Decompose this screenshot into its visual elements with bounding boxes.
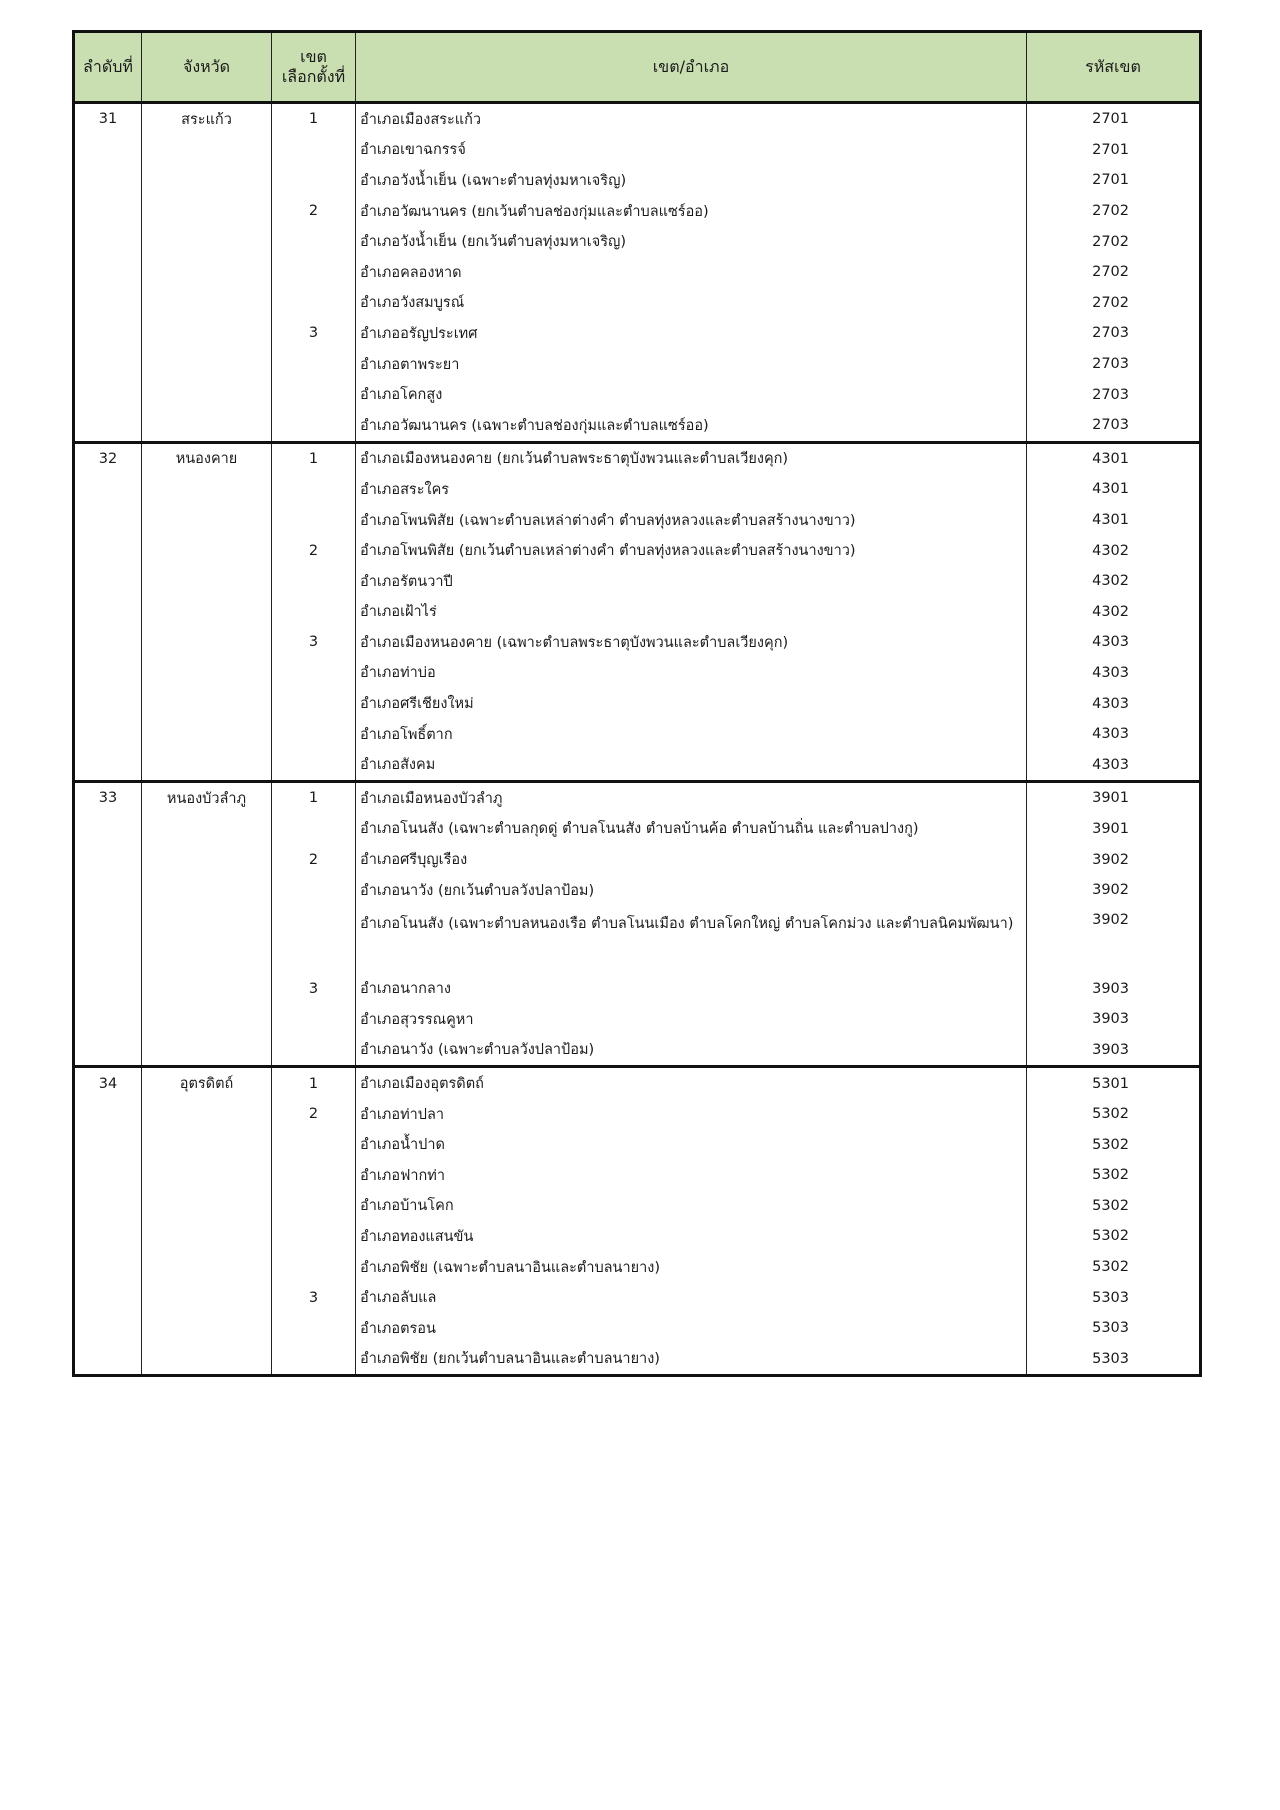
code-cell: 2701 [1027,165,1201,196]
table-row [74,1282,1201,1313]
constituency-cell: 2 [272,1099,356,1130]
code-cell: 3902 [1027,905,1201,973]
district-cell: อำเภอนากลาง [356,973,1027,1004]
order-cell [74,973,142,1004]
table-row [74,1067,1201,1099]
order-cell [74,1252,142,1283]
order-cell [74,165,142,196]
code-cell: 5302 [1027,1252,1201,1283]
table-row [74,196,1201,227]
code-cell: 4303 [1027,658,1201,689]
district-cell: อำเภอตาพระยา [356,349,1027,380]
code-cell: 2702 [1027,196,1201,227]
order-cell [74,410,142,442]
table-row [74,257,1201,288]
district-cell: อำเภอวัฒนานคร (ยกเว้นตำบลช่องกุ่มและตำบลแซร์ออ) [356,196,1027,227]
order-cell [74,196,142,227]
province-cell [142,257,272,288]
province-cell [142,318,272,349]
code-cell: 3901 [1027,814,1201,845]
order-cell [74,349,142,380]
order-cell [74,505,142,536]
district-cell: อำเภอเมืองหนองคาย (ยกเว้นตำบลพระธาตุบังพวนและตำบลเวียงคุก) [356,442,1027,474]
province-cell: อุตรดิตถ์ [142,1067,272,1099]
constituency-cell: 3 [272,627,356,658]
constituency-cell [272,566,356,597]
table-row [74,288,1201,319]
code-cell: 4303 [1027,688,1201,719]
header-code: รหัสเขต [1027,32,1201,103]
order-cell: 33 [74,782,142,814]
province-cell [142,905,272,973]
order-cell [74,1282,142,1313]
code-cell: 2703 [1027,410,1201,442]
district-cell: อำเภอเมืองสระแก้ว [356,103,1027,135]
constituency-cell [272,474,356,505]
table-row [74,814,1201,845]
province-cell [142,627,272,658]
table-row [74,905,1201,973]
province-cell [142,814,272,845]
province-cell [142,379,272,410]
district-cell: อำเภอพิชัย (ยกเว้นตำบลนาอินและตำบลนายาง) [356,1344,1027,1376]
table-row [74,226,1201,257]
province-cell [142,688,272,719]
table-row [74,1160,1201,1191]
table-row [74,135,1201,166]
province-cell [142,226,272,257]
province-cell [142,505,272,536]
province-cell [142,658,272,689]
code-cell: 5303 [1027,1344,1201,1376]
constituency-cell [272,875,356,906]
constituency-cell [272,226,356,257]
district-cell: อำเภอโคกสูง [356,379,1027,410]
district-cell: อำเภออรัญประเทศ [356,318,1027,349]
district-cell: อำเภอเขาฉกรรจ์ [356,135,1027,166]
table-row [74,379,1201,410]
province-cell [142,875,272,906]
constituency-cell [272,905,356,973]
district-cell: อำเภอฟากท่า [356,1160,1027,1191]
constituency-cell [272,597,356,628]
table-row [74,505,1201,536]
province-cell [142,1004,272,1035]
order-cell [74,379,142,410]
header-order: ลำดับที่ [74,32,142,103]
code-cell: 2701 [1027,135,1201,166]
constituency-cell [272,135,356,166]
district-cell: อำเภอเฝ้าไร่ [356,597,1027,628]
order-cell [74,905,142,973]
district-cell: อำเภอพิชัย (เฉพาะตำบลนาอินและตำบลนายาง) [356,1252,1027,1283]
header-constituency: เขต เลือกตั้งที่ [272,32,356,103]
code-cell: 5302 [1027,1160,1201,1191]
district-cell: อำเภอโนนสัง (เฉพาะตำบลหนองเรือ ตำบลโนนเมือง ตำบลโคกใหญ่ ตำบลโคกม่วง และตำบลนิคมพัฒนา) [356,905,1027,973]
province-cell [142,1160,272,1191]
district-cell: อำเภอวังน้ำเย็น (ยกเว้นตำบลทุ่งมหาเจริญ) [356,226,1027,257]
constituency-cell [272,1344,356,1376]
constituency-cell [272,1252,356,1283]
district-cell: อำเภอเมืองอุตรดิตถ์ [356,1067,1027,1099]
district-cell: อำเภอสระใคร [356,474,1027,505]
constituency-cell [272,749,356,781]
constituency-cell [272,658,356,689]
constituency-cell [272,505,356,536]
order-cell [74,1099,142,1130]
province-cell [142,1129,272,1160]
table-row [74,719,1201,750]
constituency-cell [272,1035,356,1067]
district-cell: อำเภอวัฒนานคร (เฉพาะตำบลช่องกุ่มและตำบลแซร์ออ) [356,410,1027,442]
code-cell: 3901 [1027,782,1201,814]
table-row [74,1221,1201,1252]
constituency-cell [272,719,356,750]
header-row [74,32,1201,103]
constituency-cell [272,1313,356,1344]
code-cell: 2703 [1027,379,1201,410]
code-cell: 2702 [1027,226,1201,257]
province-cell [142,410,272,442]
table-row [74,535,1201,566]
order-cell [74,1160,142,1191]
code-cell: 5302 [1027,1129,1201,1160]
code-cell: 4301 [1027,442,1201,474]
code-cell: 4303 [1027,627,1201,658]
district-cell: อำเภอคลองหาด [356,257,1027,288]
province-cell: หนองบัวลำภู [142,782,272,814]
constituency-cell [272,814,356,845]
province-cell [142,597,272,628]
table-row [74,1099,1201,1130]
province-cell [142,165,272,196]
constituency-cell [272,1004,356,1035]
province-cell [142,135,272,166]
province-cell [142,535,272,566]
district-cell: อำเภอศรีเชียงใหม่ [356,688,1027,719]
province-cell [142,973,272,1004]
code-cell: 5302 [1027,1099,1201,1130]
constituency-cell [272,688,356,719]
code-cell: 3902 [1027,875,1201,906]
constituency-cell [272,379,356,410]
province-cell [142,844,272,875]
code-cell: 5303 [1027,1282,1201,1313]
header-province: จังหวัด [142,32,272,103]
province-cell [142,1221,272,1252]
code-cell: 4301 [1027,474,1201,505]
code-cell: 3903 [1027,1035,1201,1067]
constituency-cell [272,349,356,380]
district-cell: อำเภอศรีบุญเรือง [356,844,1027,875]
constituency-cell [272,257,356,288]
code-cell: 3902 [1027,844,1201,875]
district-cell: อำเภอโพธิ์ตาก [356,719,1027,750]
order-cell [74,688,142,719]
order-cell [74,1313,142,1344]
code-cell: 5303 [1027,1313,1201,1344]
table-row [74,782,1201,814]
district-cell: อำเภอทองแสนขัน [356,1221,1027,1252]
district-cell: อำเภอเมืองหนองคาย (เฉพาะตำบลพระธาตุบังพวนและตำบลเวียงคุก) [356,627,1027,658]
constituency-cell [272,1191,356,1222]
province-cell [142,474,272,505]
table-row [74,875,1201,906]
table-row [74,844,1201,875]
district-cell: อำเภอโนนสัง (เฉพาะตำบลกุดดู่ ตำบลโนนสัง ตำบลบ้านค้อ ตำบลบ้านถิ่น และตำบลปางกู) [356,814,1027,845]
table-row [74,627,1201,658]
code-cell: 3903 [1027,1004,1201,1035]
order-cell [74,226,142,257]
constituency-cell [272,1129,356,1160]
province-cell [142,1191,272,1222]
constituency-cell [272,1160,356,1191]
order-cell [74,566,142,597]
district-cell: อำเภอท่าบ่อ [356,658,1027,689]
code-cell: 2703 [1027,318,1201,349]
constituency-cell: 2 [272,844,356,875]
constituency-cell [272,410,356,442]
constituency-cell: 1 [272,1067,356,1099]
constituency-cell: 1 [272,782,356,814]
order-cell [74,1344,142,1376]
table-row [74,1004,1201,1035]
order-cell [74,844,142,875]
province-cell [142,1282,272,1313]
header-district: เขต/อำเภอ [356,32,1027,103]
table-header [74,32,1201,103]
table-row [74,1344,1201,1376]
order-cell [74,474,142,505]
table-row [74,1035,1201,1067]
constituency-cell [272,165,356,196]
code-cell: 5302 [1027,1221,1201,1252]
order-cell [74,814,142,845]
constituency-cell: 2 [272,535,356,566]
constituency-cell [272,288,356,319]
constituency-cell: 3 [272,1282,356,1313]
constituency-cell: 1 [272,442,356,474]
district-cell: อำเภอลับแล [356,1282,1027,1313]
code-cell: 2703 [1027,349,1201,380]
province-cell [142,1099,272,1130]
district-cell: อำเภอรัตนวาปี [356,566,1027,597]
district-cell: อำเภอสุวรรณคูหา [356,1004,1027,1035]
table-row [74,1252,1201,1283]
table-row [74,1191,1201,1222]
order-cell [74,1035,142,1067]
order-cell [74,1221,142,1252]
province-cell [142,749,272,781]
order-cell [74,719,142,750]
table-row [74,349,1201,380]
table-row [74,566,1201,597]
district-cell: อำเภอโพนพิสัย (เฉพาะตำบลเหล่าต่างคำ ตำบลทุ่งหลวงและตำบลสร้างนางขาว) [356,505,1027,536]
constituency-cell [272,1221,356,1252]
table-row [74,1313,1201,1344]
province-cell [142,1313,272,1344]
order-cell [74,135,142,166]
order-cell [74,318,142,349]
province-cell [142,1344,272,1376]
province-cell: สระแก้ว [142,103,272,135]
order-cell [74,1191,142,1222]
code-cell: 2702 [1027,257,1201,288]
order-cell [74,1004,142,1035]
table-row [74,474,1201,505]
province-cell [142,719,272,750]
table-row [74,103,1201,135]
province-cell [142,288,272,319]
order-cell: 32 [74,442,142,474]
order-cell [74,627,142,658]
table-row [74,1129,1201,1160]
constituency-cell: 2 [272,196,356,227]
province-cell: หนองคาย [142,442,272,474]
order-cell [74,1129,142,1160]
table-row [74,973,1201,1004]
code-cell: 5301 [1027,1067,1201,1099]
district-cell: อำเภอวังน้ำเย็น (เฉพาะตำบลทุ่งมหาเจริญ) [356,165,1027,196]
table-row [74,749,1201,781]
district-cell: อำเภอนาวัง (ยกเว้นตำบลวังปลาป้อม) [356,875,1027,906]
code-cell: 4303 [1027,719,1201,750]
code-cell: 4303 [1027,749,1201,781]
code-cell: 4302 [1027,566,1201,597]
constituency-cell: 3 [272,973,356,1004]
constituency-cell: 1 [272,103,356,135]
code-cell: 4301 [1027,505,1201,536]
table-row [74,658,1201,689]
province-cell [142,566,272,597]
table-row [74,318,1201,349]
code-cell: 3903 [1027,973,1201,1004]
table-row [74,688,1201,719]
order-cell [74,257,142,288]
order-cell: 31 [74,103,142,135]
table-row [74,597,1201,628]
order-cell [74,597,142,628]
table-row [74,442,1201,474]
district-table [72,30,1202,1377]
district-cell: อำเภอเมือหนองบัวลำภู [356,782,1027,814]
district-cell: อำเภอบ้านโคก [356,1191,1027,1222]
district-cell: อำเภอสังคม [356,749,1027,781]
code-cell: 2702 [1027,288,1201,319]
province-cell [142,1035,272,1067]
district-cell: อำเภอโพนพิสัย (ยกเว้นตำบลเหล่าต่างคำ ตำบลทุ่งหลวงและตำบลสร้างนางขาว) [356,535,1027,566]
table-body [74,103,1201,1376]
district-cell: อำเภอวังสมบูรณ์ [356,288,1027,319]
order-cell [74,658,142,689]
district-cell: อำเภอท่าปลา [356,1099,1027,1130]
province-cell [142,1252,272,1283]
district-cell: อำเภอน้ำปาด [356,1129,1027,1160]
province-cell [142,196,272,227]
district-cell: อำเภอนาวัง (เฉพาะตำบลวังปลาป้อม) [356,1035,1027,1067]
code-cell: 4302 [1027,535,1201,566]
code-cell: 4302 [1027,597,1201,628]
order-cell [74,288,142,319]
constituency-cell: 3 [272,318,356,349]
table-row [74,410,1201,442]
order-cell [74,875,142,906]
order-cell: 34 [74,1067,142,1099]
table-row [74,165,1201,196]
code-cell: 2701 [1027,103,1201,135]
code-cell: 5302 [1027,1191,1201,1222]
province-cell [142,349,272,380]
order-cell [74,535,142,566]
order-cell [74,749,142,781]
district-cell: อำเภอตรอน [356,1313,1027,1344]
